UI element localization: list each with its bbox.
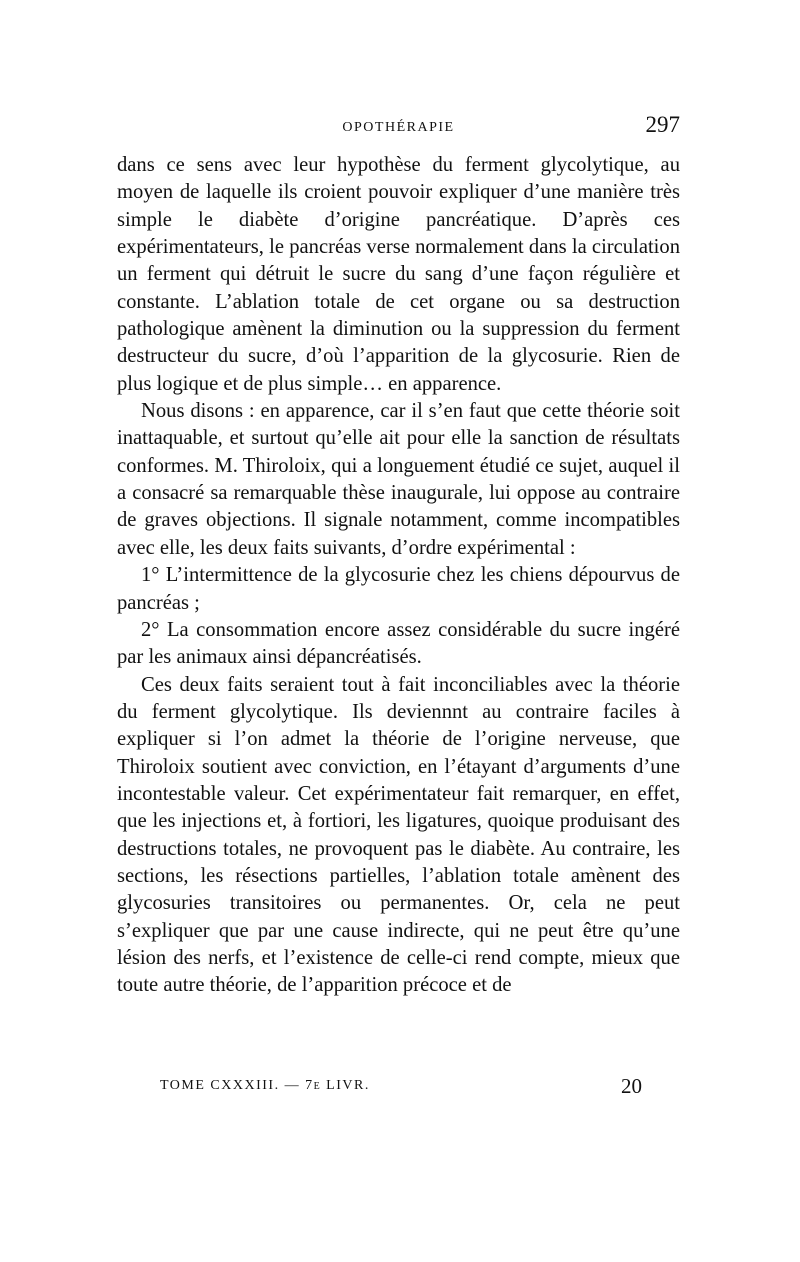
list-item-2: 2° La consommation encore assez considérable du sucre ingéré par les animaux ainsi dépancréatisés. bbox=[117, 618, 680, 669]
signature-mark: 20 bbox=[621, 1074, 642, 1098]
body-text bbox=[117, 152, 680, 1000]
paragraph-nervous-origin: Ces deux faits seraient tout à fait inconciliables avec la théorie du ferment glycolytique. Ils deviennnt au contraire faciles à expliquer si l’on admet la théorie de l’origine nerveuse, que Thiroloix soutient avec conviction, en l’étayant d’arguments d’une incontestable valeur. Cet expérimentateur fait remarquer, en effet, que les injections et, à fortiori, les ligatures, quoique produisant des destructions totales, ne provoquent pas le diabète. Au contraire, les sections, les résections partielles, l’ablation totale amènent des glycosuries transitoires ou permanentes. Or, cela ne peut s’expliquer que par une cause indirecte, qui ne peut être qu’une lésion des nerfs, et l’existence de celle-ci rend compte, mieux que toute autre théorie, de l’apparition précoce et de bbox=[117, 673, 680, 997]
page-number: 297 bbox=[645, 112, 680, 137]
running-head bbox=[117, 112, 680, 144]
paragraph-continuation: dans ce sens avec leur hypothèse du ferment glycolytique, au moyen de laquelle ils croient pouvoir expliquer d’une manière très simple le diabète d’origine pancréatique. D’après ces expérimentateurs, le pancréas verse normalement dans la circulation un ferment qui détruit le sucre du sang d’une façon régulière et constante. L’ablation totale de cet organe ou sa destruction pathologique amènent la diminution ou la suppression du ferment destructeur du sucre, d’où l’apparition de la glycosurie. Rien de plus logique et de plus simple… en apparence. bbox=[117, 154, 680, 395]
volume-signature: TOME CXXXIII. — 7e LIVR. bbox=[160, 1078, 370, 1093]
page-footer bbox=[160, 1074, 650, 1104]
paragraph-objections: Nous disons : en apparence, car il s’en faut que cette théorie soit inattaquable, et surtout qu’elle ait pour elle la sanction de résultats conformes. M. Thiroloix, qui a longuement étudié ce sujet, auquel il a consacré sa remarquable thèse inaugurale, lui oppose au contraire de graves objections. Il signale notamment, comme incompatibles avec elle, les deux faits suivants, d’ordre expérimental : bbox=[117, 400, 680, 559]
running-title: OPOTHÉRAPIE bbox=[342, 120, 455, 135]
list-item-1: 1° L’intermittence de la glycosurie chez les chiens dépourvus de pancréas ; bbox=[117, 564, 680, 614]
